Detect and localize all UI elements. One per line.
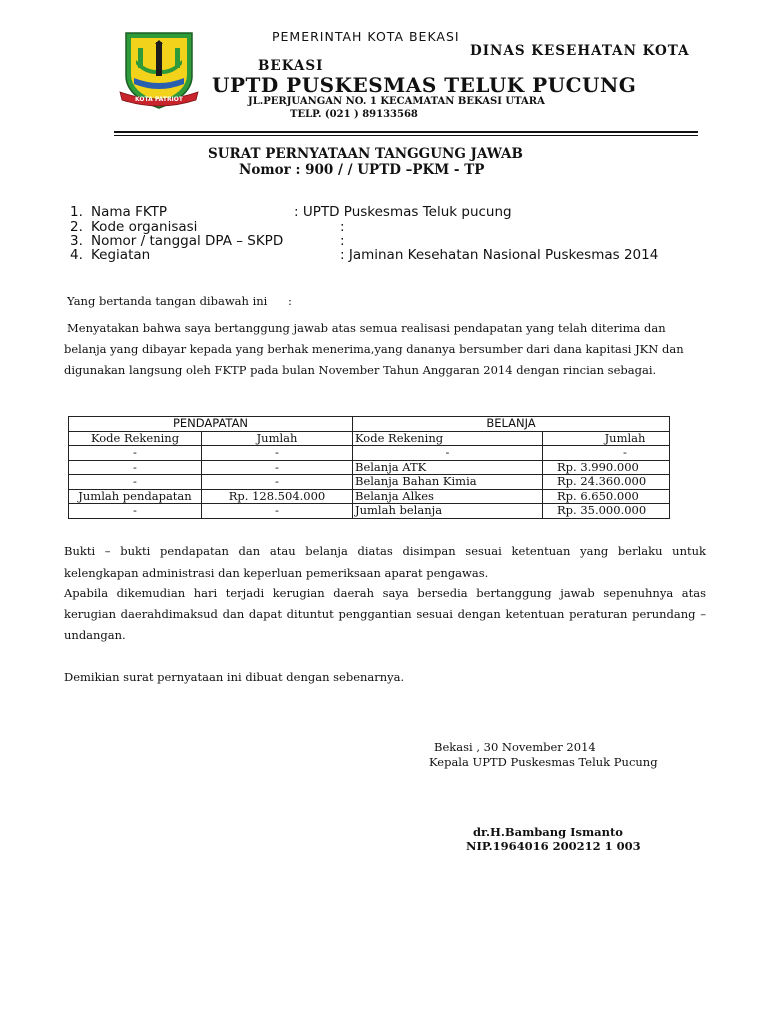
field-value-dpa-skpd: :: [340, 233, 345, 249]
field-number: 2.: [70, 219, 83, 235]
col-header-income-amount: Jumlah: [202, 431, 353, 446]
cell-expense-code: Belanja Bahan Kimia: [353, 475, 543, 490]
field-value-kegiatan: : Jaminan Kesehatan Nasional Puskesmas 2014: [340, 247, 659, 263]
document-title: SURAT PERNYATAAN TANGGUNG JAWAB: [208, 146, 523, 162]
field-value-kode-organisasi: :: [340, 219, 345, 235]
closing-statement: Demikian surat pernyataan ini dibuat dengan sebenarnya.: [64, 670, 405, 684]
cell-expense-code: Belanja ATK: [353, 460, 543, 475]
table-row: [69, 446, 670, 461]
table-row: [69, 489, 670, 504]
office-name: UPTD PUSKESMAS TELUK PUCUNG: [212, 73, 637, 97]
department-city: BEKASI: [258, 58, 324, 74]
cell-expense-amount: Rp. 6.650.000: [543, 489, 670, 504]
emblem-ribbon-text: KOTA PATRIOT: [134, 96, 184, 103]
field-label-dpa-skpd: Nomor / tanggal DPA – SKPD: [91, 233, 284, 249]
department-line: DINAS KESEHATAN KOTA: [470, 43, 690, 59]
cell-expense-amount: Rp. 35.000.000: [543, 504, 670, 519]
cell-expense-code: -: [353, 446, 543, 461]
cell-income-amount: -: [202, 504, 353, 519]
apabila-line: undangan.: [64, 628, 126, 642]
office-address: JL.PERJUANGAN NO. 1 KECAMATAN BEKASI UTARA: [248, 96, 545, 107]
header-divider-thin: [114, 135, 698, 136]
field-number: 3.: [70, 233, 83, 249]
financial-table: [68, 416, 670, 519]
cell-income-code: Jumlah pendapatan: [69, 489, 202, 504]
signer-colon: :: [288, 294, 292, 308]
cell-income-code: -: [69, 504, 202, 519]
group-income-header: PENDAPATAN: [69, 417, 353, 432]
cell-expense-code: Jumlah belanja: [353, 504, 543, 519]
table-row: [69, 460, 670, 475]
bukti-line: kelengkapan administrasi dan keperluan pemeriksaan aparat pengawas.: [64, 566, 489, 580]
statement-line: belanja yang dibayar kepada yang berhak menerima,yang dananya bersumber dari dana kapitasi JKN dan: [64, 342, 684, 356]
cell-income-code: -: [69, 460, 202, 475]
col-header-expense-code: Kode Rekening: [353, 431, 543, 446]
cell-income-amount: Rp. 128.504.000: [202, 489, 353, 504]
cell-expense-amount: Rp. 3.990.000: [543, 460, 670, 475]
cell-income-amount: -: [202, 475, 353, 490]
field-value-nama-fktp: : UPTD Puskesmas Teluk pucung: [294, 204, 512, 220]
cell-income-amount: -: [202, 460, 353, 475]
col-header-expense-amount: Jumlah: [543, 431, 670, 446]
statement-line: Menyatakan bahwa saya bertanggung jawab atas semua realisasi pendapatan yang telah diterima dan: [67, 321, 666, 335]
document-number: Nomor : 900 / / UPTD –PKM - TP: [239, 162, 485, 178]
cell-expense-amount: Rp. 24.360.000: [543, 475, 670, 490]
office-phone: TELP. (021 ) 89133568: [290, 109, 418, 120]
signer-intro: Yang bertanda tangan dibawah ini: [67, 294, 268, 308]
signature-name: dr.H.Bambang Ismanto: [473, 825, 623, 839]
statement-line: digunakan langsung oleh FKTP pada bulan November Tahun Anggaran 2014 dengan rincian sebagai.: [64, 363, 657, 377]
cell-expense-code: Belanja Alkes: [353, 489, 543, 504]
cell-income-code: -: [69, 446, 202, 461]
signature-role: Kepala UPTD Puskesmas Teluk Pucung: [429, 755, 658, 769]
government-line: PEMERINTAH KOTA BEKASI: [272, 29, 460, 44]
field-number: 1.: [70, 204, 83, 220]
group-expense-header: BELANJA: [353, 417, 670, 432]
field-label-nama-fktp: Nama FKTP: [91, 204, 168, 220]
cell-income-amount: -: [202, 446, 353, 461]
table-column-header: [69, 431, 670, 446]
field-number: 4.: [70, 247, 83, 263]
signature-place-date: Bekasi , 30 November 2014: [434, 740, 596, 754]
field-label-kode-organisasi: Kode organisasi: [91, 219, 198, 235]
field-label-kegiatan: Kegiatan: [91, 247, 151, 263]
bukti-line: Bukti – bukti pendapatan dan atau belanja diatas disimpan sesuai ketentuan yang berlaku untuk: [64, 544, 706, 558]
cell-income-code: -: [69, 475, 202, 490]
apabila-line: Apabila dikemudian hari terjadi kerugian daerah saya bersedia bertanggung jawab sepenuhnya atas: [64, 586, 706, 600]
table-row: [69, 504, 670, 519]
city-emblem-icon: [116, 30, 202, 112]
header-divider-thick: [114, 131, 698, 133]
apabila-line: kerugian daerahdimaksud dan dapat dituntut penggantian sesuai dengan ketentuan peraturan perundang –: [64, 607, 706, 621]
signature-nip: NIP.1964016 200212 1 003: [466, 839, 641, 853]
col-header-income-code: Kode Rekening: [69, 431, 202, 446]
table-row: [69, 475, 670, 490]
table-group-header: [69, 417, 670, 432]
cell-expense-amount: -: [543, 446, 670, 461]
